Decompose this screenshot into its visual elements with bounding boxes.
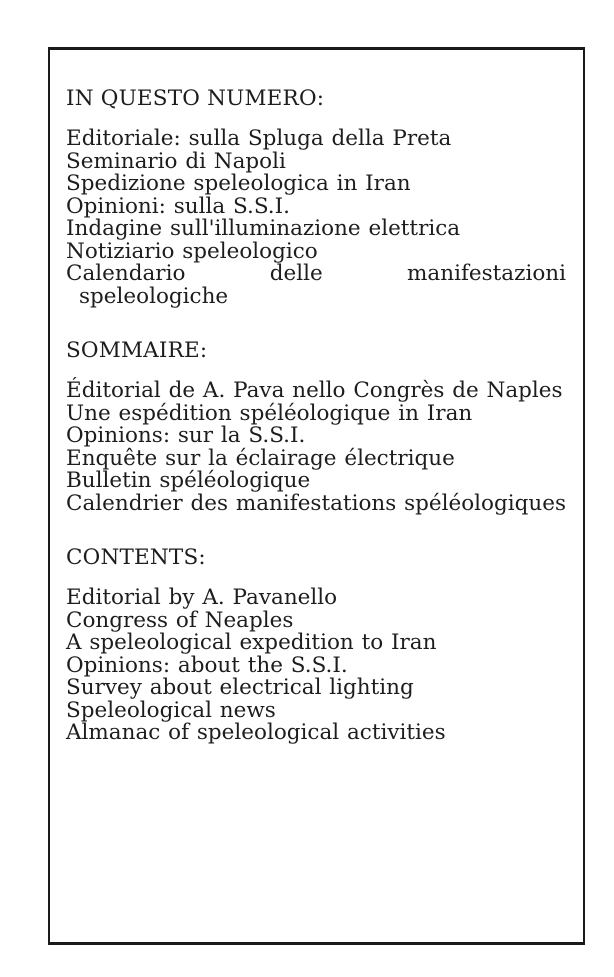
list-item: Calendario delle manifestazioni speleologiche: [66, 261, 566, 309]
section-heading: CONTENTS:: [66, 545, 206, 570]
list-item: Almanac of speleological activities: [66, 720, 446, 745]
list-item: Editoriale: sulla Spluga della Preta: [66, 126, 452, 151]
item-list: [66, 380, 566, 515]
list-item: Seminario di Napoli: [66, 148, 286, 174]
list-item: Spedizione speleologica in Iran: [66, 171, 411, 196]
section-italian: [66, 86, 566, 308]
list-item: Opinioni: sulla S.S.I.: [66, 193, 290, 219]
list-item: Bulletin spéléologique: [66, 468, 311, 493]
item-list: [66, 587, 566, 745]
list-item: Speleological news: [66, 697, 276, 723]
list-item: Indagine sull'illuminazione elettrica: [66, 216, 461, 241]
list-item: Calendrier des manifestations spéléologiques: [66, 490, 566, 516]
list-item: Opinions: about the S.S.I.: [66, 652, 348, 678]
item-list: [66, 128, 566, 308]
table-of-contents: [66, 86, 566, 745]
section-heading: IN QUESTO NUMERO:: [66, 86, 325, 111]
list-item: Survey about electrical lighting: [66, 675, 414, 700]
list-item: A speleological expedition to Iran: [66, 630, 437, 655]
list-item: Opinions: sur la S.S.I.: [66, 423, 306, 448]
list-item: Enquête sur la éclairage électrique: [66, 445, 455, 471]
list-item: Éditorial de A. Pava nello Congrès de Naples: [66, 378, 563, 403]
list-item: Congress of Neaples: [66, 607, 294, 633]
section-english: [66, 545, 566, 745]
list-item: Notiziario speleologico: [66, 238, 318, 264]
section-heading: SOMMAIRE:: [66, 338, 208, 363]
list-item: Editorial by A. Pavanello: [66, 585, 338, 610]
list-item: Une espédition spéléologique in Iran: [66, 400, 473, 426]
section-french: [66, 338, 566, 515]
